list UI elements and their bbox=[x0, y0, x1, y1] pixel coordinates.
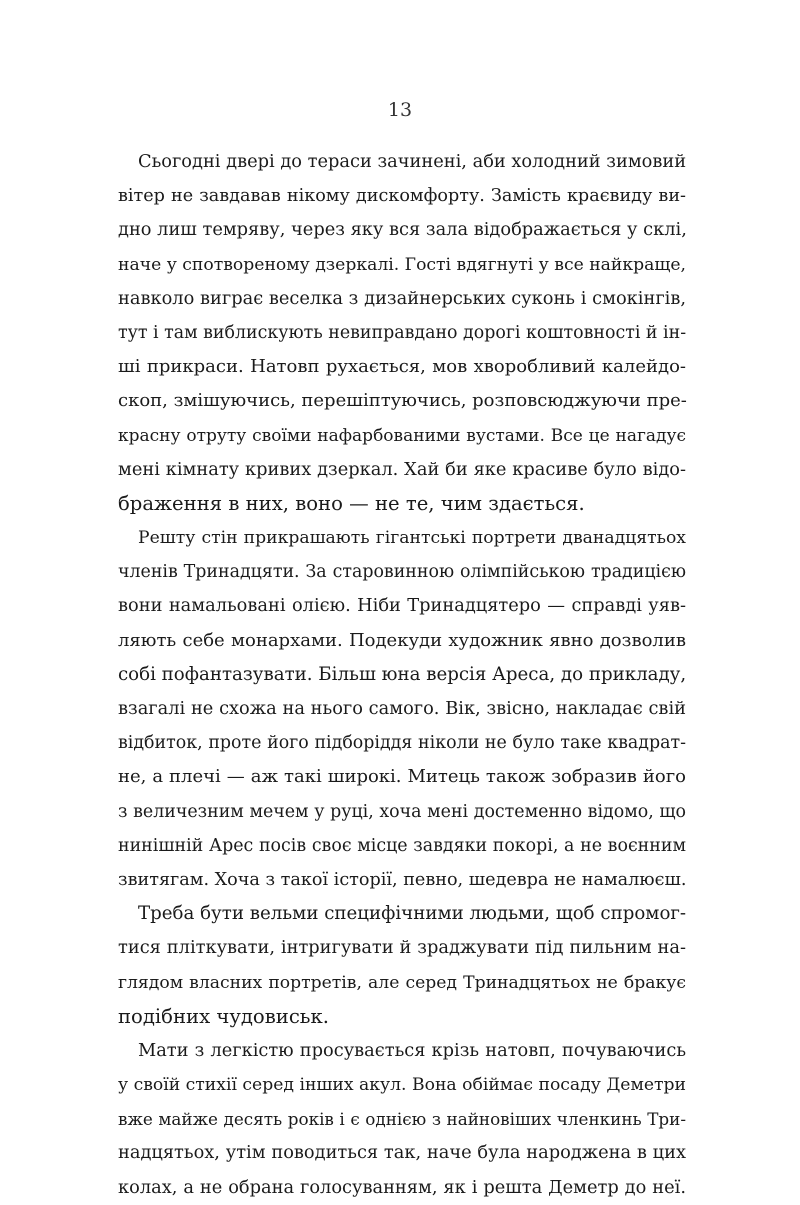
text-line: подібних чудовиськ. bbox=[118, 1004, 329, 1028]
text-line: навколо виграє веселка з дизайнерських суконь і смокінгів, bbox=[118, 287, 686, 309]
text-line: наче у спотвореному дзеркалі. Гості вдягнуті у все найкраще, bbox=[118, 254, 686, 275]
text-line: нинішній Арес посів своє місце завдяки покорі, а не воєнним bbox=[118, 835, 686, 856]
text-line: Решту стін прикрашають гігантські портрети дванадцятьох bbox=[138, 528, 686, 549]
text-line: глядом власних портретів, але серед Тринадцятьох не бракує bbox=[118, 972, 686, 993]
text-line: вже майже десять років і є однією з найновіших членкинь Три- bbox=[118, 1109, 686, 1130]
text-line: надцятьох, утім поводиться так, наче була народжена в цих bbox=[118, 1142, 686, 1164]
text-line: тут і там виблискують невиправдано дорогі коштовності й ін- bbox=[118, 322, 687, 343]
text-line: Мати з легкістю просувається крізь натовп, почуваючись bbox=[138, 1039, 686, 1061]
text-line: браження в них, воно — не те, чим здається. bbox=[118, 491, 585, 515]
text-line: собі пофантазувати. Більш юна версія Ареса, до прикладу, bbox=[118, 663, 687, 685]
text-line: не, а плечі — аж такі широкі. Митець також зобразив його bbox=[118, 766, 686, 788]
text-line: мені кімнату кривих дзеркал. Хай би яке красиве було відо- bbox=[118, 458, 686, 480]
text-line: ляють себе монархами. Подекуди художник явно дозволив bbox=[118, 629, 686, 651]
text-line: колах, а не обрана голосуванням, як і решта Деметр до неї. bbox=[118, 1176, 686, 1198]
text-line: вони намальовані олією. Ніби Тринадцятеро — справді уяв- bbox=[118, 595, 686, 617]
text-line: членів Тринадцяти. За старовинною олімпійською традицією bbox=[118, 562, 686, 583]
page-number: 13 bbox=[387, 99, 413, 121]
body-text bbox=[118, 145, 686, 1205]
text-line: дно лиш темряву, через яку вся зала відображається у склі, bbox=[118, 219, 687, 241]
text-line: відбиток, проте його підборіддя ніколи не було таке квадрат- bbox=[118, 733, 686, 754]
text-line: красну отруту своїми нафарбованими вустами. Все це нагадує bbox=[118, 425, 686, 446]
text-line: вітер не завдавав нікому дискомфорту. Замість краєвиду ви- bbox=[118, 186, 686, 207]
text-line: скоп, змішуючись, перешіптуючись, розповсюджуючи пре- bbox=[118, 390, 687, 412]
text-line: тися пліткувати, інтригувати й зраджувати під пильним на- bbox=[118, 937, 686, 959]
text-line: звитягам. Хоча з такої історії, певно, шедевра не намалюєш. bbox=[118, 869, 687, 890]
text-line: ші прикраси. Натовп рухається, мов хворобливий калейдо- bbox=[118, 356, 686, 378]
text-line: у своїй стихії серед інших акул. Вона обіймає посаду Деметри bbox=[118, 1075, 686, 1096]
text-line: Сьогодні двері до тераси зачинені, аби холодний зимовий bbox=[138, 151, 687, 172]
text-line: Треба бути вельми специфічними людьми, щоб спромог- bbox=[138, 903, 687, 925]
text-line: взагалі не схожа на нього самого. Вік, звісно, накладає свій bbox=[118, 698, 686, 719]
text-line: з величезним мечем у руці, хоча мені достеменно відомо, що bbox=[118, 801, 686, 822]
